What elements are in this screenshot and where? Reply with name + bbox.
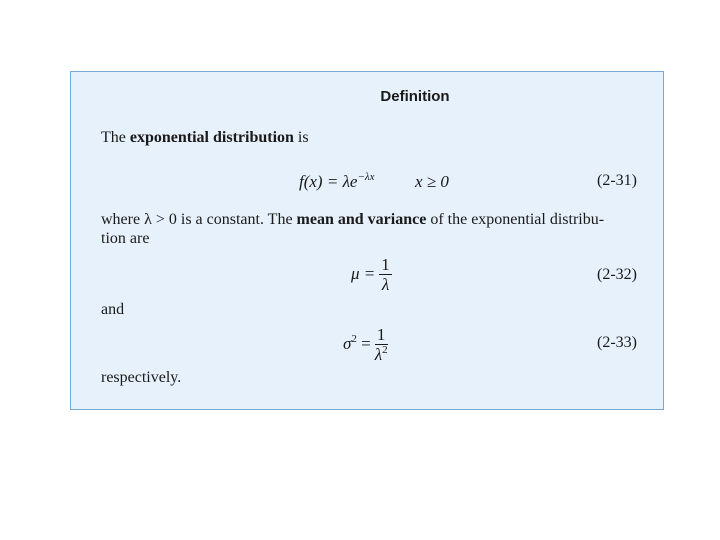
equation-pdf xyxy=(299,172,375,192)
eq3-lhs-sup: 2 xyxy=(351,332,357,345)
equation-mean xyxy=(351,256,392,294)
mean-variance-paragraph xyxy=(101,210,646,248)
eq3-lhs: σ xyxy=(343,333,352,353)
para-bold-term: mean and variance xyxy=(296,211,427,228)
eq2-numerator: 1 xyxy=(381,255,390,274)
definition-title: Definition xyxy=(380,88,450,105)
para-prefix: where λ > 0 is a constant. The xyxy=(101,211,297,228)
equation-variance: $\sigma^2$ = $\frac{1}{\lambda^2}$ xyxy=(343,325,388,364)
eq3-denominator: λ xyxy=(374,345,383,364)
para-line1-suffix: of the exponential distribu- xyxy=(426,211,605,228)
definition-box xyxy=(70,71,664,410)
eq3-numerator: 1 xyxy=(375,326,388,345)
eq1-lhs: f(x) = λe xyxy=(299,172,358,191)
intro-bold-term: exponential distribution xyxy=(129,129,294,146)
intro-line xyxy=(101,128,309,147)
eq2-lhs: μ = xyxy=(351,263,376,283)
eq1-number: (2-31) xyxy=(597,172,637,189)
eq2-number: (2-32) xyxy=(597,266,637,283)
eq1-exponent: −λx xyxy=(357,171,375,183)
eq3-number: (2-33) xyxy=(597,334,637,351)
eq3-fraction xyxy=(375,326,388,364)
intro-prefix: The xyxy=(101,129,130,146)
intro-suffix: is xyxy=(293,129,309,146)
eq2-denominator: λ xyxy=(381,275,390,294)
and-text: and xyxy=(101,301,125,318)
eq1-condition: x ≥ 0 xyxy=(415,172,449,191)
eq3-denominator-sup: 2 xyxy=(382,344,388,356)
para-line2: tion are xyxy=(101,230,150,247)
eq2-fraction xyxy=(379,256,392,294)
closing-text: respectively. xyxy=(101,369,182,386)
